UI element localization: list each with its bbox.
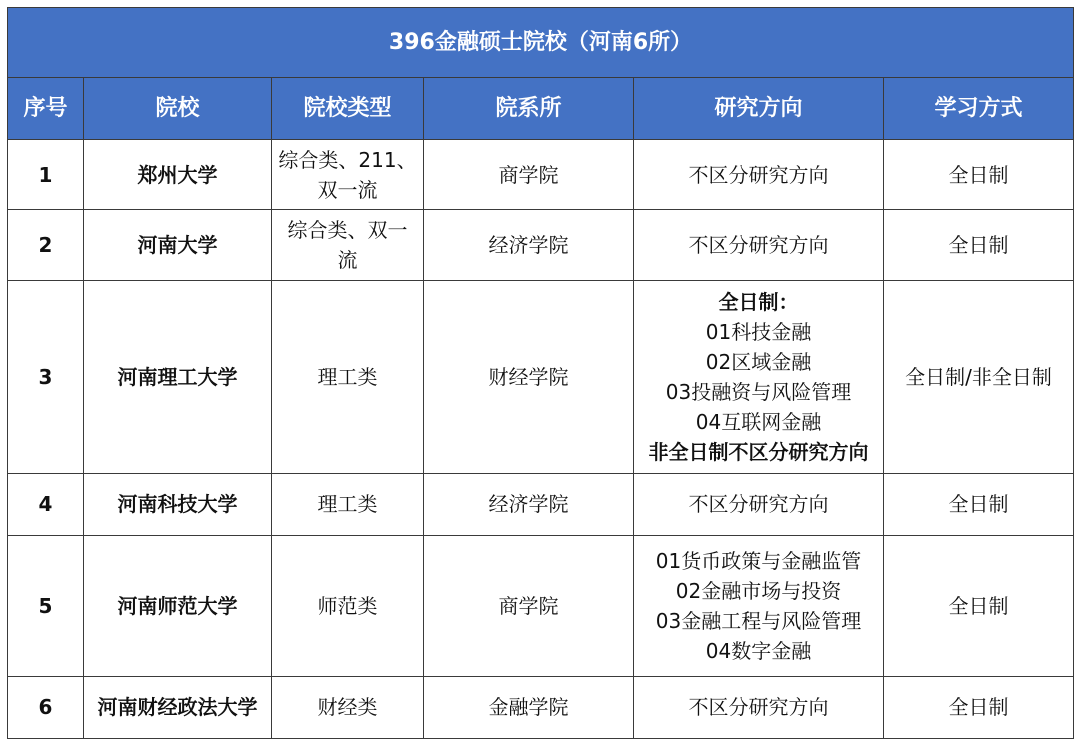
type-line: 综合类、双一	[287, 218, 408, 243]
direction-line: 不区分研究方向	[688, 233, 829, 258]
direction-line: 不区分研究方向	[688, 695, 829, 720]
direction-line: 全日制：	[718, 289, 799, 314]
cell-no: 3	[8, 280, 84, 473]
cell-dept: 经济学院	[424, 473, 634, 535]
cell-school: 河南师范大学	[84, 535, 272, 676]
header-no: 序号	[8, 78, 84, 140]
cell-school: 河南财经政法大学	[84, 676, 272, 738]
header-row	[8, 78, 1074, 140]
cell-mode: 全日制/非全日制	[884, 280, 1074, 473]
table-row	[8, 676, 1074, 738]
table-title: 396金融硕士院校（河南6所）	[8, 8, 1074, 78]
direction-line: 非全日制不区分研究方向	[648, 439, 869, 464]
cell-mode: 全日制	[884, 473, 1074, 535]
direction-line: 04数字金融	[705, 638, 812, 663]
cell-direction	[634, 280, 884, 473]
header-school: 院校	[84, 78, 272, 140]
table-row	[8, 473, 1074, 535]
cell-type	[272, 140, 424, 210]
type-line: 综合类、211、	[278, 147, 417, 172]
cell-direction	[634, 140, 884, 210]
cell-direction	[634, 210, 884, 280]
direction-line: 02金融市场与投资	[675, 578, 842, 603]
school-table	[7, 7, 1074, 739]
cell-direction	[634, 676, 884, 738]
cell-dept: 金融学院	[424, 676, 634, 738]
direction-line: 01货币政策与金融监管	[655, 548, 862, 573]
cell-dept: 商学院	[424, 140, 634, 210]
cell-dept: 经济学院	[424, 210, 634, 280]
cell-type	[272, 535, 424, 676]
table-row	[8, 535, 1074, 676]
cell-mode: 全日制	[884, 676, 1074, 738]
cell-direction	[634, 535, 884, 676]
type-line: 理工类	[317, 364, 378, 389]
table-row	[8, 210, 1074, 280]
cell-type	[272, 676, 424, 738]
header-dept: 院系所	[424, 78, 634, 140]
cell-dept: 商学院	[424, 535, 634, 676]
cell-no: 4	[8, 473, 84, 535]
direction-line: 01科技金融	[705, 319, 812, 344]
header-mode: 学习方式	[884, 78, 1074, 140]
cell-school: 河南大学	[84, 210, 272, 280]
direction-line: 04互联网金融	[695, 409, 822, 434]
cell-type	[272, 210, 424, 280]
cell-no: 1	[8, 140, 84, 210]
cell-dept: 财经学院	[424, 280, 634, 473]
direction-line: 03投融资与风险管理	[665, 379, 852, 404]
header-direction: 研究方向	[634, 78, 884, 140]
header-type: 院校类型	[272, 78, 424, 140]
table-row	[8, 140, 1074, 210]
direction-line: 不区分研究方向	[688, 492, 829, 517]
type-line: 师范类	[317, 593, 378, 618]
cell-mode: 全日制	[884, 535, 1074, 676]
cell-mode: 全日制	[884, 210, 1074, 280]
cell-school: 河南科技大学	[84, 473, 272, 535]
type-line: 财经类	[317, 695, 378, 720]
cell-type	[272, 280, 424, 473]
cell-school: 河南理工大学	[84, 280, 272, 473]
cell-mode: 全日制	[884, 140, 1074, 210]
type-line: 双一流	[317, 177, 378, 202]
cell-school: 郑州大学	[84, 140, 272, 210]
cell-direction	[634, 473, 884, 535]
direction-line: 不区分研究方向	[688, 162, 829, 187]
direction-line: 03金融工程与风险管理	[655, 608, 862, 633]
cell-no: 6	[8, 676, 84, 738]
cell-no: 2	[8, 210, 84, 280]
table-row	[8, 280, 1074, 473]
cell-type	[272, 473, 424, 535]
cell-no: 5	[8, 535, 84, 676]
type-line: 理工类	[317, 492, 378, 517]
type-line: 流	[337, 248, 358, 273]
direction-line: 02区域金融	[705, 349, 812, 374]
